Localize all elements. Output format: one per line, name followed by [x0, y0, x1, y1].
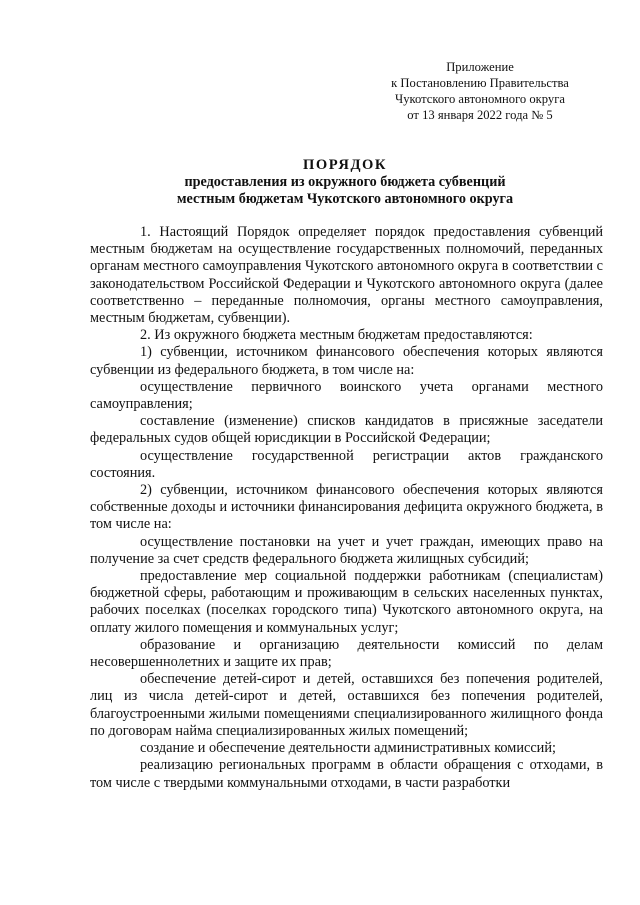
title-main: ПОРЯДОК [303, 157, 387, 173]
document-body [90, 224, 603, 792]
paragraph: осуществление первичного воинского учета органами местного самоуправления; [90, 378, 603, 413]
title-subtitle-line: предоставления из окружного бюджета субвенций [184, 174, 506, 190]
appendix-line: к Постановлению Правительства [391, 76, 569, 90]
paragraph: образование и организацию деятельности комиссий по делам несовершеннолетних и защите их прав; [90, 636, 603, 671]
paragraph: 1. Настоящий Порядок определяет порядок предоставления субвенций местным бюджетам на осуществление государственных полномочий, переданных органам местного самоуправления Чукотского автономного округа в соответствии с законодательством Российской Федерации и Чукотского автономного округа (далее соответственно – переданные полномочия, органы местного самоуправления, местным бюджетам, субвенции). [90, 224, 603, 327]
paragraph: осуществление государственной регистрации актов гражданского состояния. [90, 447, 603, 481]
appendix-block [360, 59, 600, 123]
paragraph: предоставление мер социальной поддержки работникам (специалистам) бюджетной сферы, работающим и проживающим в сельских населенных пунктах, рабочих поселках (поселках городского типа) Чукотского автономного округа, на оплату жилого помещения и коммунальных услуг; [90, 568, 603, 636]
appendix-date-line: от 13 января 2022 года № 5 [407, 108, 553, 122]
appendix-line: Чукотского автономного округа [395, 92, 565, 106]
paragraph: обеспечение детей-сирот и детей, оставшихся без попечения родителей, лиц из числа детей-сирот и детей, оставшихся без попечения родителей, благоустроенными жилыми помещениями специализированного жилищного фонда по договорам найма специализированных жилых помещений; [90, 671, 603, 739]
appendix-line: Приложение [446, 60, 514, 74]
paragraph: 2) субвенции, источником финансового обеспечения которых являются собственные доходы и источники финансирования дефицита окружного бюджета, в том числе на: [90, 482, 603, 533]
paragraph: создание и обеспечение деятельности административных комиссий; [140, 740, 556, 757]
paragraph: 1) субвенции, источником финансового обеспечения которых являются субвенции из федерального бюджета, в том числе на: [90, 344, 603, 378]
paragraph: 2. Из окружного бюджета местным бюджетам предоставляются: [140, 327, 533, 344]
paragraph: реализацию региональных программ в области обращения с отходами, в том числе с твердыми коммунальными отходами, в части разработки [90, 757, 603, 791]
title-subtitle-line: местным бюджетам Чукотского автономного округа [176, 191, 514, 207]
document-title [90, 157, 600, 208]
paragraph: осуществление постановки на учет и учет граждан, имеющих право на получение за счет средств федерального бюджета жилищных субсидий; [90, 533, 603, 567]
paragraph: составление (изменение) списков кандидатов в присяжные заседатели федеральных судов общей юрисдикции в Российской Федерации; [90, 413, 603, 447]
